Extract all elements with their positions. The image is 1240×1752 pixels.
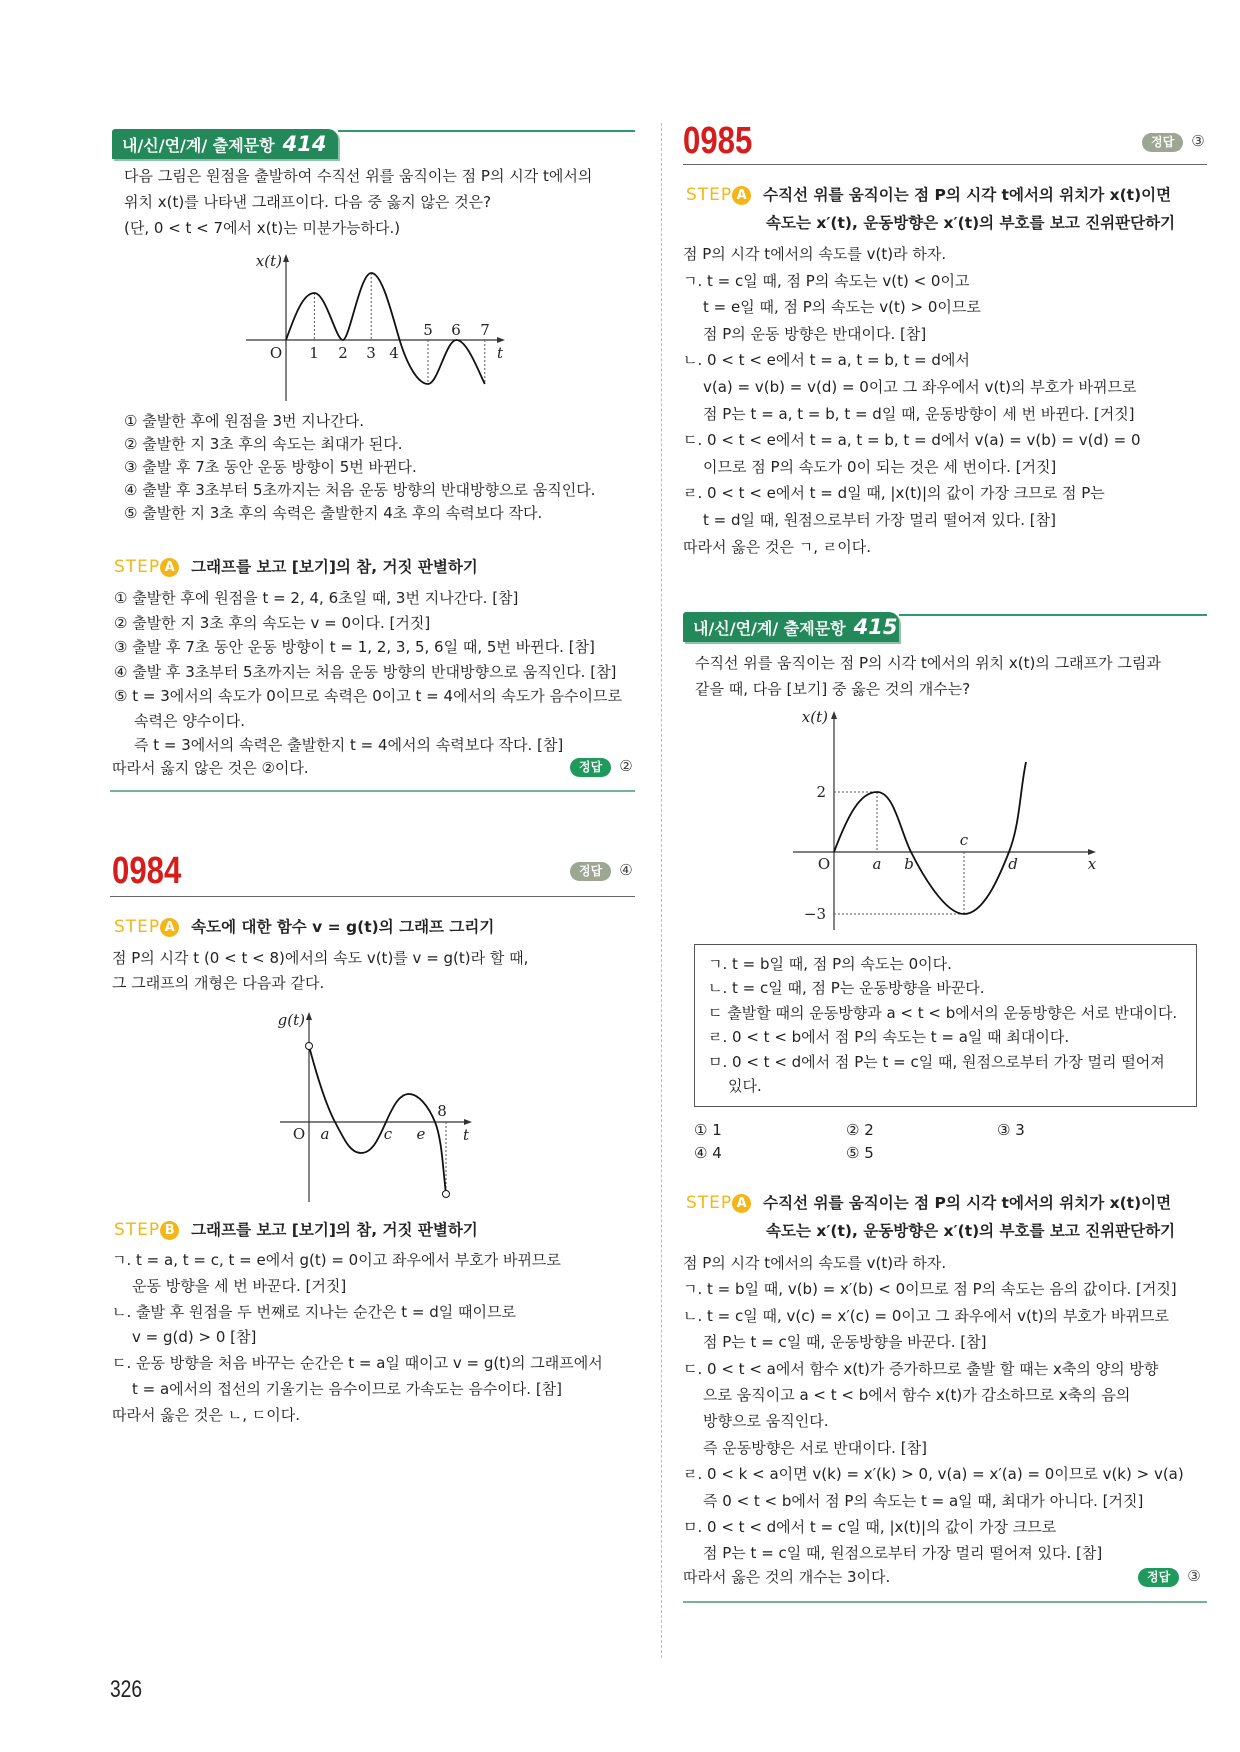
step-label: STEP <box>686 1193 733 1213</box>
y-axis-arrow-icon <box>306 1012 312 1020</box>
tick-label: 5 <box>423 321 433 339</box>
answer-value: ② <box>619 757 633 775</box>
question-414-text <box>124 163 592 241</box>
intro-0984 <box>112 946 528 996</box>
step-title-line1: 수직선 위를 움직이는 점 P의 시각 t에서의 위치가 x(t)이면 <box>763 1194 1172 1212</box>
step-label: STEP <box>114 1220 161 1240</box>
text-line: 으로 움직이고 a < t < b에서 함수 x(t)가 감소하므로 x축의 음의 <box>703 1385 1131 1404</box>
text-line: 점 P의 시각 t에서의 속도를 v(t)라 하자. <box>683 1254 947 1272</box>
text-line: ⑤ 출발한 지 3초 후의 속력은 출발한지 4초 후의 속력보다 작다. <box>124 504 543 522</box>
end-label: 8 <box>437 1102 447 1120</box>
text-line: 점 P는 t = a, t = b, t = d일 때, 운동방향이 세 번 바뀐다. [거짓] <box>703 404 1135 423</box>
x-axis-label: x <box>1087 855 1097 873</box>
text-line: ① 출발한 후에 원점을 t = 2, 4, 6초일 때, 3번 지나간다. [참] <box>114 589 519 607</box>
open-endpoint-start <box>306 1043 313 1050</box>
text-line: 운동 방향을 세 번 바꾼다. [거짓] <box>132 1276 347 1295</box>
root-label-c: c <box>383 1125 393 1143</box>
tick-label: 6 <box>451 321 461 339</box>
text-line: ⑤ t = 3에서의 속도가 0이므로 속력은 0이고 t = 4에서의 속도가 음수이므로 <box>114 687 622 705</box>
point-label-b: b <box>904 855 914 873</box>
conclusion-text: 따라서 옳지 않은 것은 ②이다. <box>112 759 309 777</box>
text-line: t = a에서의 접선의 기울기는 음수이므로 가속도는 음수이다. [참] <box>132 1379 563 1398</box>
text-line: 즉 운동방향은 서로 반대이다. [참] <box>703 1438 927 1457</box>
graph-415 <box>790 700 1110 935</box>
conclusion-415 <box>683 1566 890 1588</box>
y-axis-label: x(t) <box>801 708 828 726</box>
answer-badge: 정답 <box>1142 133 1183 152</box>
text-line: 따라서 옳은 것은 ㄴ, ㄷ이다. <box>112 1405 300 1424</box>
text-line: ㄴ. t = c일 때, 점 P는 운동방향을 바꾼다. <box>708 979 985 998</box>
text-line: 점 P는 t = c일 때, 원점으로부터 가장 멀리 떨어져 있다. [참] <box>703 1544 1103 1563</box>
text-line: 점 P의 시각 t에서의 속도를 v(t)라 하자. <box>683 245 947 263</box>
step-title: 그래프를 보고 [보기]의 참, 거짓 판별하기 <box>191 558 478 576</box>
section-header-414 <box>112 129 338 159</box>
origin-label: O <box>269 344 283 362</box>
section-end-rule <box>683 1601 1207 1603</box>
tick-label: 3 <box>366 344 376 362</box>
choice-4: ④ 4 <box>694 1144 722 1162</box>
answer-0985 <box>1142 132 1205 152</box>
point-label-a: a <box>872 855 882 873</box>
solution-0984 <box>112 1248 603 1429</box>
text-line: 그 그래프의 개형은 다음과 같다. <box>112 974 325 992</box>
solution-414 <box>114 586 622 758</box>
step-a-heading <box>114 555 478 577</box>
answer-414 <box>570 757 633 777</box>
root-label-a: a <box>320 1125 330 1143</box>
answer-value: ③ <box>1191 132 1205 150</box>
answer-value: ④ <box>619 861 633 879</box>
open-endpoint-end <box>443 1191 450 1198</box>
page-number: 326 <box>110 1676 143 1703</box>
text-line: ② 출발한 지 3초 후의 속도는 최대가 된다. <box>124 435 403 453</box>
point-label-c: c <box>959 831 969 849</box>
text-line: v = g(d) > 0 [참] <box>132 1328 257 1347</box>
step-letter-icon: A <box>732 186 751 205</box>
y-max-label: 2 <box>816 783 826 801</box>
text-line: ③ 출발 후 7초 동안 운동 방향이 t = 1, 2, 3, 5, 6일 때, 5번 바뀐다. [참] <box>114 638 595 656</box>
answer-value: ③ <box>1187 1567 1201 1585</box>
text-line: ㅁ. 0 < t < d에서 점 P는 t = c일 때, 원점으로부터 가장 멀리 떨어져 <box>708 1052 1165 1071</box>
bogi-items <box>708 952 1177 1098</box>
step-letter-icon: B <box>160 1221 179 1240</box>
problem-number-0984: 0984 <box>112 850 182 892</box>
step-b-heading <box>114 1218 478 1240</box>
text-line: ㄹ. 0 < t < e에서 t = d일 때, |x(t)|의 값이 가장 크므로 점 P는 <box>683 484 1105 503</box>
text-line: ㄷ 출발할 때의 운동방향과 a < t < b에서의 운동방향은 서로 반대이다. <box>708 1003 1178 1022</box>
choice-3: ③ 3 <box>997 1121 1025 1139</box>
header-label: 내/신/연/계/ 출제문항 <box>693 619 846 638</box>
text-line: ㄱ. t = a, t = c, t = e에서 g(t) = 0이고 좌우에서 부호가 바뀌므로 <box>112 1251 561 1269</box>
header-line <box>899 614 1207 616</box>
step-label: STEP <box>114 557 161 577</box>
x-axis-arrow-icon <box>497 337 505 343</box>
text-line: t = d일 때, 원점으로부터 가장 멀리 떨어져 있다. [참] <box>703 510 1056 529</box>
graph-0984 <box>262 1000 482 1210</box>
text-line: 같을 때, 다음 [보기] 중 옳은 것의 개수는? <box>695 680 971 698</box>
title-rule <box>110 896 635 897</box>
title-rule <box>683 164 1207 165</box>
y-axis-label: x(t) <box>255 252 282 270</box>
text-line: ④ 출발 후 3초부터 5초까지는 처음 운동 방향의 반대방향으로 움직인다. [참] <box>114 662 617 681</box>
step-title: 그래프를 보고 [보기]의 참, 거짓 판별하기 <box>191 1221 478 1239</box>
origin-label: O <box>292 1125 306 1143</box>
x-axis-arrow-icon <box>464 1119 472 1125</box>
text-line: (단, 0 < t < 7에서 x(t)는 미분가능하다.) <box>124 219 401 237</box>
text-line: t = e일 때, 점 P의 속도는 v(t) > 0이므로 <box>703 298 981 317</box>
text-line: ㄷ. 0 < t < e에서 t = a, t = b, t = d에서 v(a) = v(b) = v(d) = 0 <box>683 431 1141 450</box>
step-letter-icon: A <box>160 558 179 577</box>
conclusion-text: 따라서 옳은 것의 개수는 3이다. <box>683 1568 891 1586</box>
text-line: ㄴ. 출발 후 원점을 두 번째로 지나는 순간은 t = d일 때이므로 <box>112 1302 516 1321</box>
column-divider <box>661 123 662 1658</box>
problem-number-0985: 0985 <box>683 120 753 162</box>
text-line: ㄴ. t = c일 때, v(c) = x′(c) = 0이고 그 좌우에서 v(t)의 부호가 바뀌므로 <box>683 1306 1170 1325</box>
text-line: 따라서 옳은 것은 ㄱ, ㄹ이다. <box>683 537 871 556</box>
step-a-heading <box>686 1191 1175 1241</box>
text-line: ㄷ. 0 < t < a에서 함수 x(t)가 증가하므로 출발 할 때는 x축의 양의 방향 <box>683 1359 1159 1378</box>
step-title-line1: 수직선 위를 움직이는 점 P의 시각 t에서의 위치가 x(t)이면 <box>763 186 1172 204</box>
step-a-heading <box>114 915 494 937</box>
step-a-heading <box>686 183 1175 233</box>
text-line: ㄹ. 0 < k < a이면 v(k) = x′(k) > 0, v(a) = x′(a) = 0이므로 v(k) > v(a) <box>683 1465 1184 1484</box>
step-label: STEP <box>686 185 733 205</box>
conclusion-414 <box>112 757 309 779</box>
text-line: 방향으로 움직인다. <box>703 1412 829 1431</box>
x-axis-label: t <box>462 1126 470 1144</box>
text-line: 위치 x(t)를 나타낸 그래프이다. 다음 중 옳지 않은 것은? <box>124 193 492 211</box>
text-line: ㄱ. t = c일 때, 점 P의 속도는 v(t) < 0이고 <box>683 271 970 290</box>
graph-414 <box>240 248 510 408</box>
text-line: ③ 출발 후 7초 동안 운동 방향이 5번 바뀐다. <box>124 458 417 476</box>
text-line: v(a) = v(b) = v(d) = 0이고 그 좌우에서 v(t)의 부호가 바뀌므로 <box>703 377 1137 396</box>
header-line <box>338 130 635 132</box>
tick-label: 7 <box>480 321 490 339</box>
header-label: 내/신/연/계/ 출제문항 <box>122 136 275 155</box>
text-line: 점 P는 t = c일 때, 운동방향을 바꾼다. [참] <box>703 1333 987 1352</box>
text-line: ② 출발한 지 3초 후의 속도는 v = 0이다. [거짓] <box>114 613 431 632</box>
step-title-line2: 속도는 x′(t), 운동방향은 x′(t)의 부호를 보고 진위판단하기 <box>766 214 1176 232</box>
tick-label: 2 <box>338 344 348 362</box>
text-line: ㄱ. t = b일 때, v(b) = x′(b) < 0이므로 점 P의 속도는 음의 값이다. [거짓] <box>683 1280 1177 1299</box>
y-axis-arrow-icon <box>283 254 289 262</box>
step-label: STEP <box>114 917 161 937</box>
y-axis-arrow-icon <box>831 711 837 719</box>
answer-badge: 정답 <box>570 862 611 881</box>
text-line: ① 출발한 후에 원점을 3번 지나간다. <box>124 412 364 430</box>
step-letter-icon: A <box>732 1194 751 1213</box>
solution-415 <box>683 1250 1184 1567</box>
choices-414 <box>124 410 595 525</box>
header-number: 415 <box>853 615 898 639</box>
text-line: ㅁ. 0 < t < d에서 t = c일 때, |x(t)|의 값이 가장 크므로 <box>683 1517 1057 1536</box>
answer-415 <box>1138 1567 1201 1587</box>
step-title: 속도에 대한 함수 v = g(t)의 그래프 그리기 <box>191 918 495 936</box>
text-line: 수직선 위를 움직이는 점 P의 시각 t에서의 위치 x(t)의 그래프가 그림과 <box>695 654 1161 672</box>
text-line: 이므로 점 P의 속도가 0이 되는 것은 세 번이다. [거짓] <box>703 457 1057 476</box>
step-title-line2: 속도는 x′(t), 운동방향은 x′(t)의 부호를 보고 진위판단하기 <box>766 1222 1176 1240</box>
velocity-curve <box>309 1046 446 1194</box>
answer-badge: 정답 <box>1138 1568 1179 1587</box>
y-axis-label: g(t) <box>277 1011 305 1029</box>
text-line: ④ 출발 후 3초부터 5초까지는 처음 운동 방향의 반대방향으로 움직인다. <box>124 481 596 499</box>
answer-badge: 정답 <box>570 758 611 777</box>
solution-0985 <box>683 241 1141 560</box>
question-415-text <box>695 650 1161 702</box>
text-line: ㄱ. t = b일 때, 점 P의 속도는 0이다. <box>708 955 952 973</box>
text-line: 즉 t = 3에서의 속력은 출발한지 t = 4에서의 속력보다 작다. [참] <box>134 736 564 754</box>
step-letter-icon: A <box>160 918 179 937</box>
section-end-rule <box>110 790 635 792</box>
text-line: 다음 그림은 원점을 출발하여 수직선 위를 움직이는 점 P의 시각 t에서의 <box>124 167 593 185</box>
x-axis-label: t <box>496 344 504 362</box>
y-min-label: −3 <box>803 905 826 923</box>
text-line: ㄴ. 0 < t < e에서 t = a, t = b, t = d에서 <box>683 351 970 370</box>
origin-label: O <box>817 855 831 873</box>
header-number: 414 <box>282 132 327 156</box>
choice-2: ② 2 <box>846 1121 874 1139</box>
choice-1: ① 1 <box>694 1121 722 1139</box>
point-label-d: d <box>1008 855 1018 873</box>
text-line: 있다. <box>728 1076 762 1095</box>
text-line: 점 P의 운동 방향은 반대이다. [참] <box>703 324 927 343</box>
tick-label: 4 <box>389 344 399 362</box>
tick-label: 1 <box>309 344 319 362</box>
choice-5: ⑤ 5 <box>846 1144 874 1162</box>
answer-0984 <box>570 861 633 881</box>
text-line: 즉 0 < t < b에서 점 P의 속도는 t = a일 때, 최대가 아니다. [거짓] <box>703 1491 1144 1510</box>
text-line: 점 P의 시각 t (0 < t < 8)에서의 속도 v(t)를 v = g(t)라 할 때, <box>112 949 529 967</box>
root-label-e: e <box>416 1125 426 1143</box>
section-header-415 <box>683 612 899 642</box>
text-line: 속력은 양수이다. <box>134 711 245 730</box>
text-line: ㄹ. 0 < t < b에서 점 P의 속도는 t = a일 때 최대이다. <box>708 1028 1070 1047</box>
text-line: ㄷ. 운동 방향을 처음 바꾸는 순간은 t = a일 때이고 v = g(t)의 그래프에서 <box>112 1354 603 1373</box>
position-curve <box>834 762 1026 914</box>
